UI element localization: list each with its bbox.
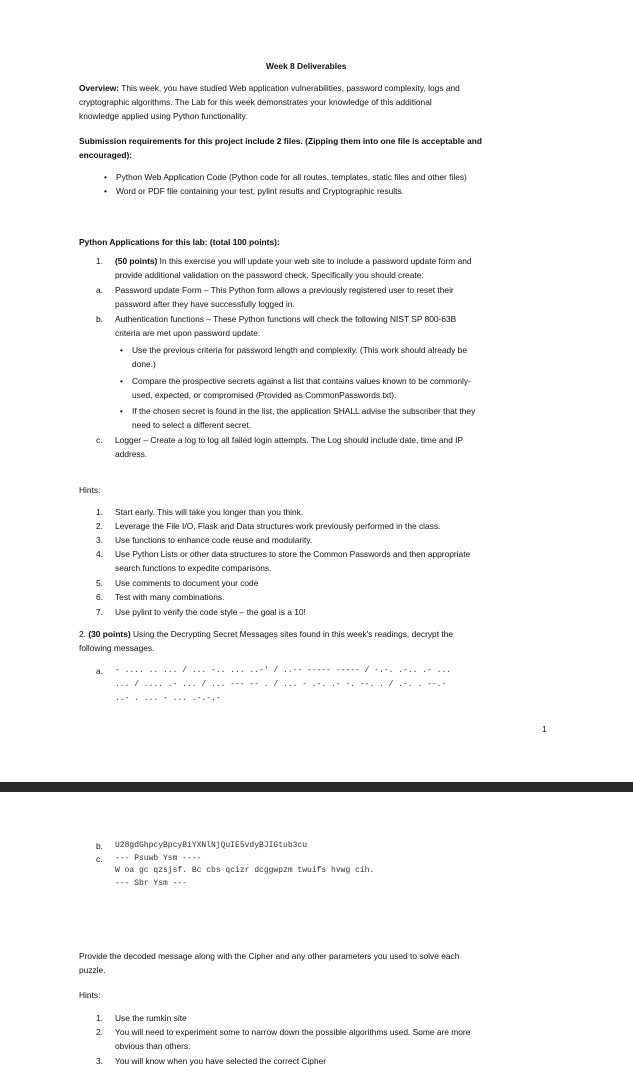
page-separator bbox=[0, 782, 633, 792]
item-b-label: b. bbox=[96, 314, 103, 324]
item-b-line-1: Authentication functions – These Python functions will check the following NIST SP 800-63B bbox=[115, 314, 457, 324]
cipher-line-2: W oa gc qzsjsf. Bc cbs qcizr dcggwpzm twuifs hvwg cih. bbox=[115, 866, 375, 875]
submission-line-1: Submission requirements for this project include 2 files. (Zipping them into one file is acceptable and bbox=[79, 136, 482, 146]
item-a-line-2: password after they have successfully logged in. bbox=[115, 299, 295, 309]
q1-line-1: (50 points) In this exercise you will update your web site to include a password update form and bbox=[115, 256, 472, 266]
hint-number: 2. bbox=[96, 521, 103, 531]
q1-line-2: provide additional validation on the password check. Specifically you should create: bbox=[115, 270, 424, 280]
provide-line-1: Provide the decoded message along with the Cipher and any other parameters you used to solve each bbox=[79, 951, 460, 961]
python-heading: Python Applications for this lab: (total 100 points): bbox=[79, 237, 280, 247]
hint2-number: 2. bbox=[96, 1027, 103, 1037]
provide-line-2: puzzle. bbox=[79, 965, 106, 975]
q2-line-1: 2. (30 points) Using the Decrypting Secret Messages sites found in this week's readings, decrypt the bbox=[79, 629, 454, 639]
morse-line-1: - .... .. ... / ... -.. ... ..-' / ..-- ----- ----- / -.-. .-.. .- ... bbox=[115, 666, 452, 675]
q1-number: 1. bbox=[96, 256, 103, 266]
page-number: 1 bbox=[542, 724, 547, 734]
hint-item: Use pylint to verify the code style – the goal is a 10! bbox=[115, 607, 306, 617]
item-a-line-1: Password update Form – This Python form allows a previously registered user to reset their bbox=[115, 285, 454, 295]
c2-label: c. bbox=[96, 854, 103, 864]
file-item-1: • Python Web Application Code (Python code for all routes, templates, static files and other files) bbox=[116, 171, 467, 183]
hint2-number: 3. bbox=[96, 1056, 103, 1066]
q2-line-2: following messages. bbox=[79, 643, 155, 653]
file-item-2: • Word or PDF file containing your test, pylint results and Cryptographic results. bbox=[116, 185, 404, 197]
hint-item: Use functions to enhance code reuse and modularity. bbox=[115, 535, 313, 545]
morse-line-3: ..- . ... - ... .-.-.- bbox=[115, 694, 221, 703]
morse-label: a. bbox=[96, 666, 103, 676]
criteria-item-2-cont: used, expected, or compromised (Provided as CommonPasswords.txt). bbox=[132, 390, 397, 400]
criteria-item-1-cont: done.) bbox=[132, 359, 156, 369]
overview-line-1: Overview: This week, you have studied Web application vulnerabilities, password complexity, logs and bbox=[79, 83, 460, 93]
hint-item: Test with many combinations. bbox=[115, 592, 225, 602]
hint-number: 7. bbox=[96, 607, 103, 617]
criteria-item-3-cont: need to select a different secret. bbox=[132, 420, 252, 430]
b2-label: b. bbox=[96, 841, 103, 851]
submission-line-2: encouraged): bbox=[79, 150, 133, 160]
overview-line-2: cryptographic algorithms. The Lab for this week demonstrates your knowledge of this additional bbox=[79, 97, 432, 107]
document-page-2 bbox=[0, 792, 633, 1084]
hint2-item-cont: obvious than others. bbox=[115, 1041, 191, 1051]
cipher-line-3: --- Sbr Ysm --- bbox=[115, 879, 188, 888]
hint-number: 6. bbox=[96, 592, 103, 602]
hint-item: Use Python Lists or other data structures to store the Common Passwords and then appropriate bbox=[115, 549, 471, 559]
item-c-line-2: address. bbox=[115, 449, 148, 459]
hint-item: Leverage the File I/O, Flask and Data structures work previously performed in the class. bbox=[115, 521, 441, 531]
hint-number: 4. bbox=[96, 549, 103, 559]
morse-line-2: ... / .... .- ... / ... --- -- . / ... - .-. .- -. --. . / .-. . --.- bbox=[115, 680, 447, 689]
hint-item: Start early. This will take you longer than you think. bbox=[115, 507, 304, 517]
item-b-line-2: criteria are met upon password update: bbox=[115, 328, 261, 338]
hint-item-cont: search functions to expedite comparisons. bbox=[115, 563, 272, 573]
hint-item: Use comments to document your code bbox=[115, 578, 259, 588]
hint-number: 3. bbox=[96, 535, 103, 545]
hint2-item: You will need to experiment some to narrow down the possible algorithms used. Some are more bbox=[115, 1027, 471, 1037]
item-c-label: c. bbox=[96, 435, 103, 445]
hint-number: 5. bbox=[96, 578, 103, 588]
criteria-item-3: • If the chosen secret is found in the list, the application SHALL advise the subscriber that they bbox=[132, 405, 475, 417]
hint-number: 1. bbox=[96, 507, 103, 517]
overview-line-3: knowledge applied using Python functionality. bbox=[79, 111, 248, 121]
hint2-number: 1. bbox=[96, 1013, 103, 1023]
criteria-item-2: • Compare the prospective secrets against a list that contains values known to be commonly- bbox=[132, 375, 471, 387]
document-title: Week 8 Deliverables bbox=[266, 61, 347, 71]
cipher-line-1: --- Psuwb Ysm ---- bbox=[115, 854, 202, 863]
item-c-line-1: Logger – Create a log to log all failed login attempts. The Log should include date, time and IP bbox=[115, 435, 464, 445]
criteria-item-1: • Use the previous criteria for password length and complexity. (This work should already be bbox=[132, 344, 467, 356]
hints-label: Hints: bbox=[79, 485, 101, 495]
hint2-item: Use the rumkin site bbox=[115, 1013, 187, 1023]
hints2-label: Hints: bbox=[79, 990, 101, 1000]
base64-message: U28gdGhpcyBpcyBiYXNlNjQuIE5vdyBJIGtub3cu bbox=[115, 841, 308, 850]
hint2-item: You will know when you have selected the correct Cipher bbox=[115, 1056, 327, 1066]
item-a-label: a. bbox=[96, 285, 103, 295]
